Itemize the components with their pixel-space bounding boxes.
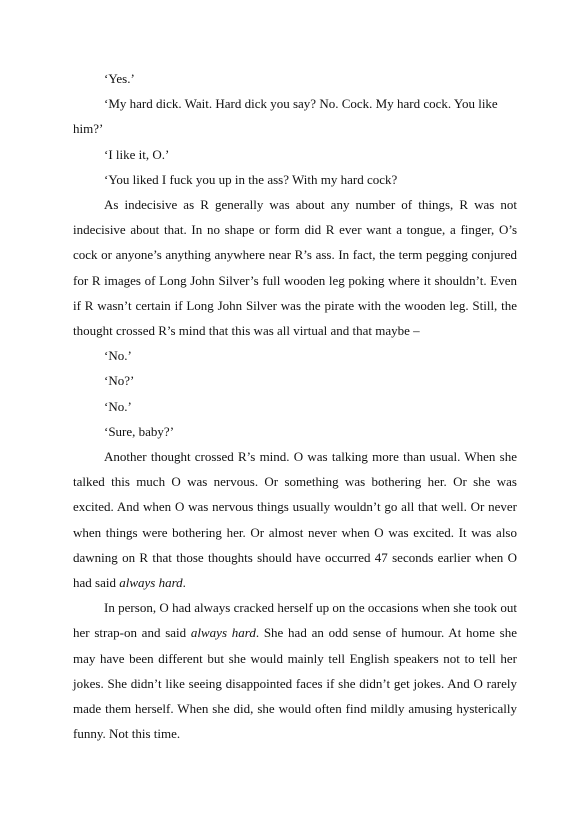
dialogue-paragraph: ‘Sure, baby?’ xyxy=(104,423,175,439)
dialogue-paragraph: ‘No?’ xyxy=(104,373,135,389)
dialogue-paragraph: ‘I like it, O.’ xyxy=(104,146,170,162)
emphasis-text: always hard xyxy=(119,575,183,591)
dialogue-paragraph: ‘No.’ xyxy=(104,348,132,364)
document-body xyxy=(73,66,517,746)
dialogue-paragraph: ‘My hard dick. Wait. Hard dick you say? No. Cock. My hard cock. You like him?’ xyxy=(73,96,498,137)
dialogue-paragraph: ‘You liked I fuck you up in the ass? With my hard cock? xyxy=(104,171,398,187)
dialogue-paragraph: ‘No.’ xyxy=(104,398,132,414)
emphasis-text: always hard xyxy=(190,625,256,641)
narrative-paragraph: As indecisive as R generally was about any number of things, R was not indecisive about that. In no shape or form did R ever want a tongue, a finger, O’s cock or anyone’s anything anywhere near R’s ass. In fact, the term pegging conjured for R images of Long John Silver’s full wooden leg poking where it shouldn’t. Even if R wasn’t certain if Long John Silver was the pirate with the wooden leg. Still, the thought crossed R’s mind that this was all virtual and that maybe – xyxy=(73,197,517,339)
dialogue-paragraph: ‘Yes.’ xyxy=(104,71,135,86)
narrative-paragraph: Another thought crossed R’s mind. O was talking more than usual. When she talked this much O was nervous. Or something was bothering her. Or she was excited. And when O was nervous things usually wouldn’t go all that well. Or never when things were bothering her. Or almost never when O was excited. It was also dawning on R that those thoughts should have occurred 47 seconds earlier when O had said always hard. xyxy=(73,449,517,591)
narrative-paragraph: In person, O had always cracked herself up on the occasions when she took out her strap-on and said always hard. She had an odd sense of humour. At home she may have been different but she would mainly tell English speakers not to tell her jokes. She didn’t like seeing disappointed faces if she didn’t get jokes. And O rarely made them herself. When she did, she would often find mildly amusing hysterically funny. Not this time. xyxy=(73,600,517,742)
